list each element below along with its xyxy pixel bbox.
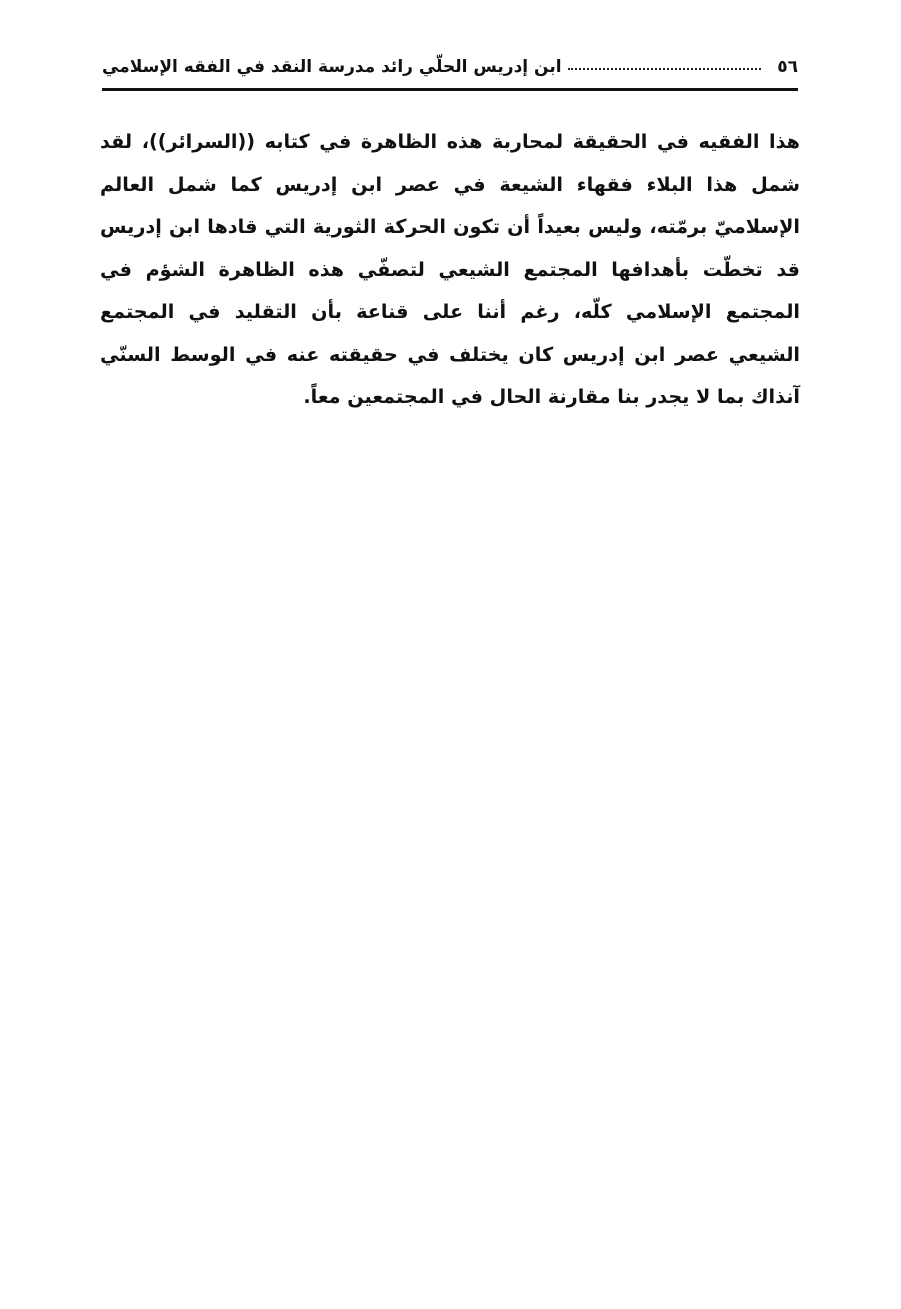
running-title: ابن إدريس الحلّي رائد مدرسة النقد في الفقه الإسلامي — [102, 57, 562, 77]
body-paragraph: هذا الفقيه في الحقيقة لمحاربة هذه الظاهرة في كتابه ((السرائر))، لقد شمل هذا البلاء فقهاء الشيعة في عصر ابن إدريس كما شمل العالم الإسلاميّ برمّته، وليس بعيداً أن تكون الحركة الثورية التي قادها ابن إدريس قد تخطّت بأهدافها المجتمع الشيعي لتصفّي هذه الظاهرة الشؤم في المجتمع الإسلامي كلّه، رغم أننا على قناعة بأن التقليد في المجتمع الشيعي عصر ابن إدريس كان يختلف في حقيقته عنه في الوسط السنّي آنذاك بما لا يجدر بنا مقارنة الحال في المجتمعين معاً. — [100, 130, 800, 408]
dot-leader — [568, 68, 762, 70]
page-number: ٥٦ — [777, 57, 798, 77]
running-header — [102, 50, 798, 84]
header-rule — [102, 88, 798, 91]
